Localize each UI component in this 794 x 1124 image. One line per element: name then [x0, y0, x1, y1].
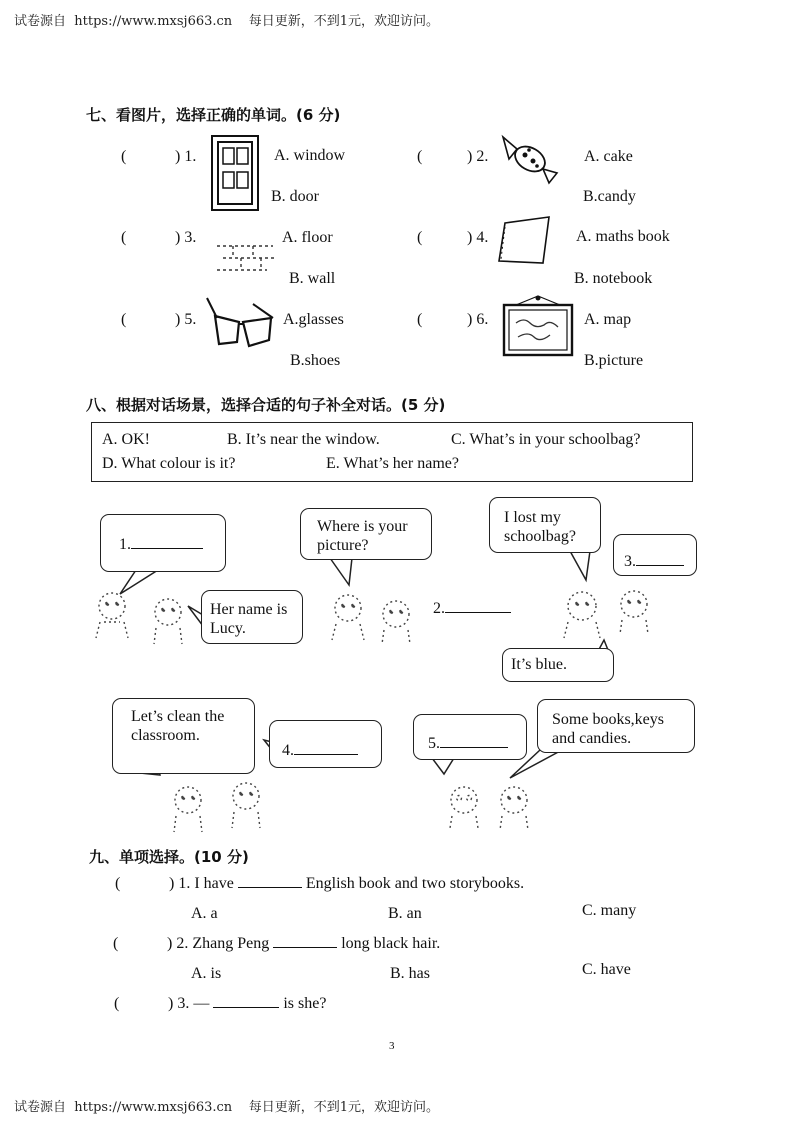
child-figure [232, 783, 260, 828]
child-figure [382, 601, 410, 644]
header-text: 试卷源自 https://www.mxsj663.cn 每日更新，不到1元，欢迎访问。 [14, 14, 439, 29]
choice-a: A. a [191, 905, 218, 922]
item-number: ) 1. [175, 148, 197, 165]
speech-bubble-books: Some books,keys and candies. [537, 699, 695, 753]
paren-open: ( [115, 875, 121, 892]
item-number: ) 4. [467, 229, 489, 246]
option-b: B. wall [289, 270, 336, 287]
paren-open: ( [114, 995, 120, 1012]
speech-bubble-blue: It’s blue. [502, 648, 614, 682]
speech-bubble-4: 4. [269, 720, 382, 768]
choice-b: B. has [390, 965, 430, 982]
question-2: ) 2. Zhang Peng long black hair. [167, 935, 441, 952]
child-figure [332, 595, 364, 640]
answer-blank[interactable] [238, 887, 302, 888]
section7-title: 七、看图片，选择正确的单词。(6 分) [86, 106, 341, 124]
section9-title: 九、单项选择。(10 分) [89, 848, 249, 866]
question-3: ) 3. — is she? [168, 995, 327, 1012]
speech-bubble-picture: Where is your picture? [300, 508, 432, 560]
child-figure [96, 593, 128, 638]
child-figure [620, 591, 648, 634]
paren-open: ( [417, 148, 423, 165]
option-a-text: A. OK! [102, 431, 150, 448]
answer-blank[interactable] [273, 947, 337, 948]
child-figure [564, 592, 600, 638]
option-b: B.shoes [290, 352, 341, 369]
paren-open: ( [121, 229, 127, 246]
choice-b: B. an [388, 905, 422, 922]
child-figure [500, 787, 528, 830]
item-number: ) 6. [467, 311, 489, 328]
speech-bubble-5: 5. [413, 714, 527, 760]
option-a: A. maths book [576, 228, 670, 245]
option-b: B.picture [584, 352, 644, 369]
answer-blank[interactable] [213, 1007, 279, 1008]
paren-open: ( [417, 311, 423, 328]
option-c-text: C. What’s in your schoolbag? [451, 431, 641, 448]
item-number: ) 2. [467, 148, 489, 165]
choice-c: C. have [582, 961, 631, 978]
child-figure [174, 787, 202, 832]
section8-title: 八、根据对话场景，选择合适的句子补全对话。(5 分) [86, 396, 446, 414]
choice-a: A. is [191, 965, 222, 982]
blank-2: 2. [433, 600, 511, 618]
page-number: 3 [389, 1040, 395, 1052]
footer-text: 试卷源自 https://www.mxsj663.cn 每日更新，不到1元，欢迎访问。 [14, 1100, 439, 1115]
speech-bubble-her: Her name is Lucy. [201, 590, 303, 644]
option-b: B.candy [583, 188, 636, 205]
child-figure [154, 599, 182, 644]
paren-open: ( [113, 935, 119, 952]
option-b: B. door [271, 188, 319, 205]
choice-c: C. many [582, 902, 637, 919]
option-a: A.glasses [283, 311, 344, 328]
option-a: A. cake [584, 148, 633, 165]
paren-open: ( [417, 229, 423, 246]
option-d-text: D. What colour is it? [102, 455, 236, 472]
source-link[interactable]: https://www.mxsj663.cn [74, 14, 233, 29]
option-a: A. floor [282, 229, 333, 246]
source-link-footer[interactable]: https://www.mxsj663.cn [74, 1100, 233, 1115]
paren-open: ( [121, 311, 127, 328]
option-a: A. window [274, 147, 346, 164]
option-a: A. map [584, 311, 632, 328]
item-number: ) 5. [175, 311, 197, 328]
child-figure [450, 787, 478, 828]
question-1: ) 1. I have English book and two storybooks. [169, 875, 525, 892]
item-number: ) 3. [175, 229, 197, 246]
speech-bubble-1: 1. [100, 514, 226, 572]
option-b: B. notebook [574, 270, 653, 287]
option-e-text: E. What’s her name? [326, 455, 459, 472]
speech-bubble-3: 3. [613, 534, 697, 576]
paren-open: ( [121, 148, 127, 165]
speech-bubble-lost: I lost my schoolbag? [489, 497, 601, 553]
speech-bubble-clean: Let’s clean the classroom. [112, 698, 255, 774]
option-b-text: B. It’s near the window. [227, 431, 380, 448]
